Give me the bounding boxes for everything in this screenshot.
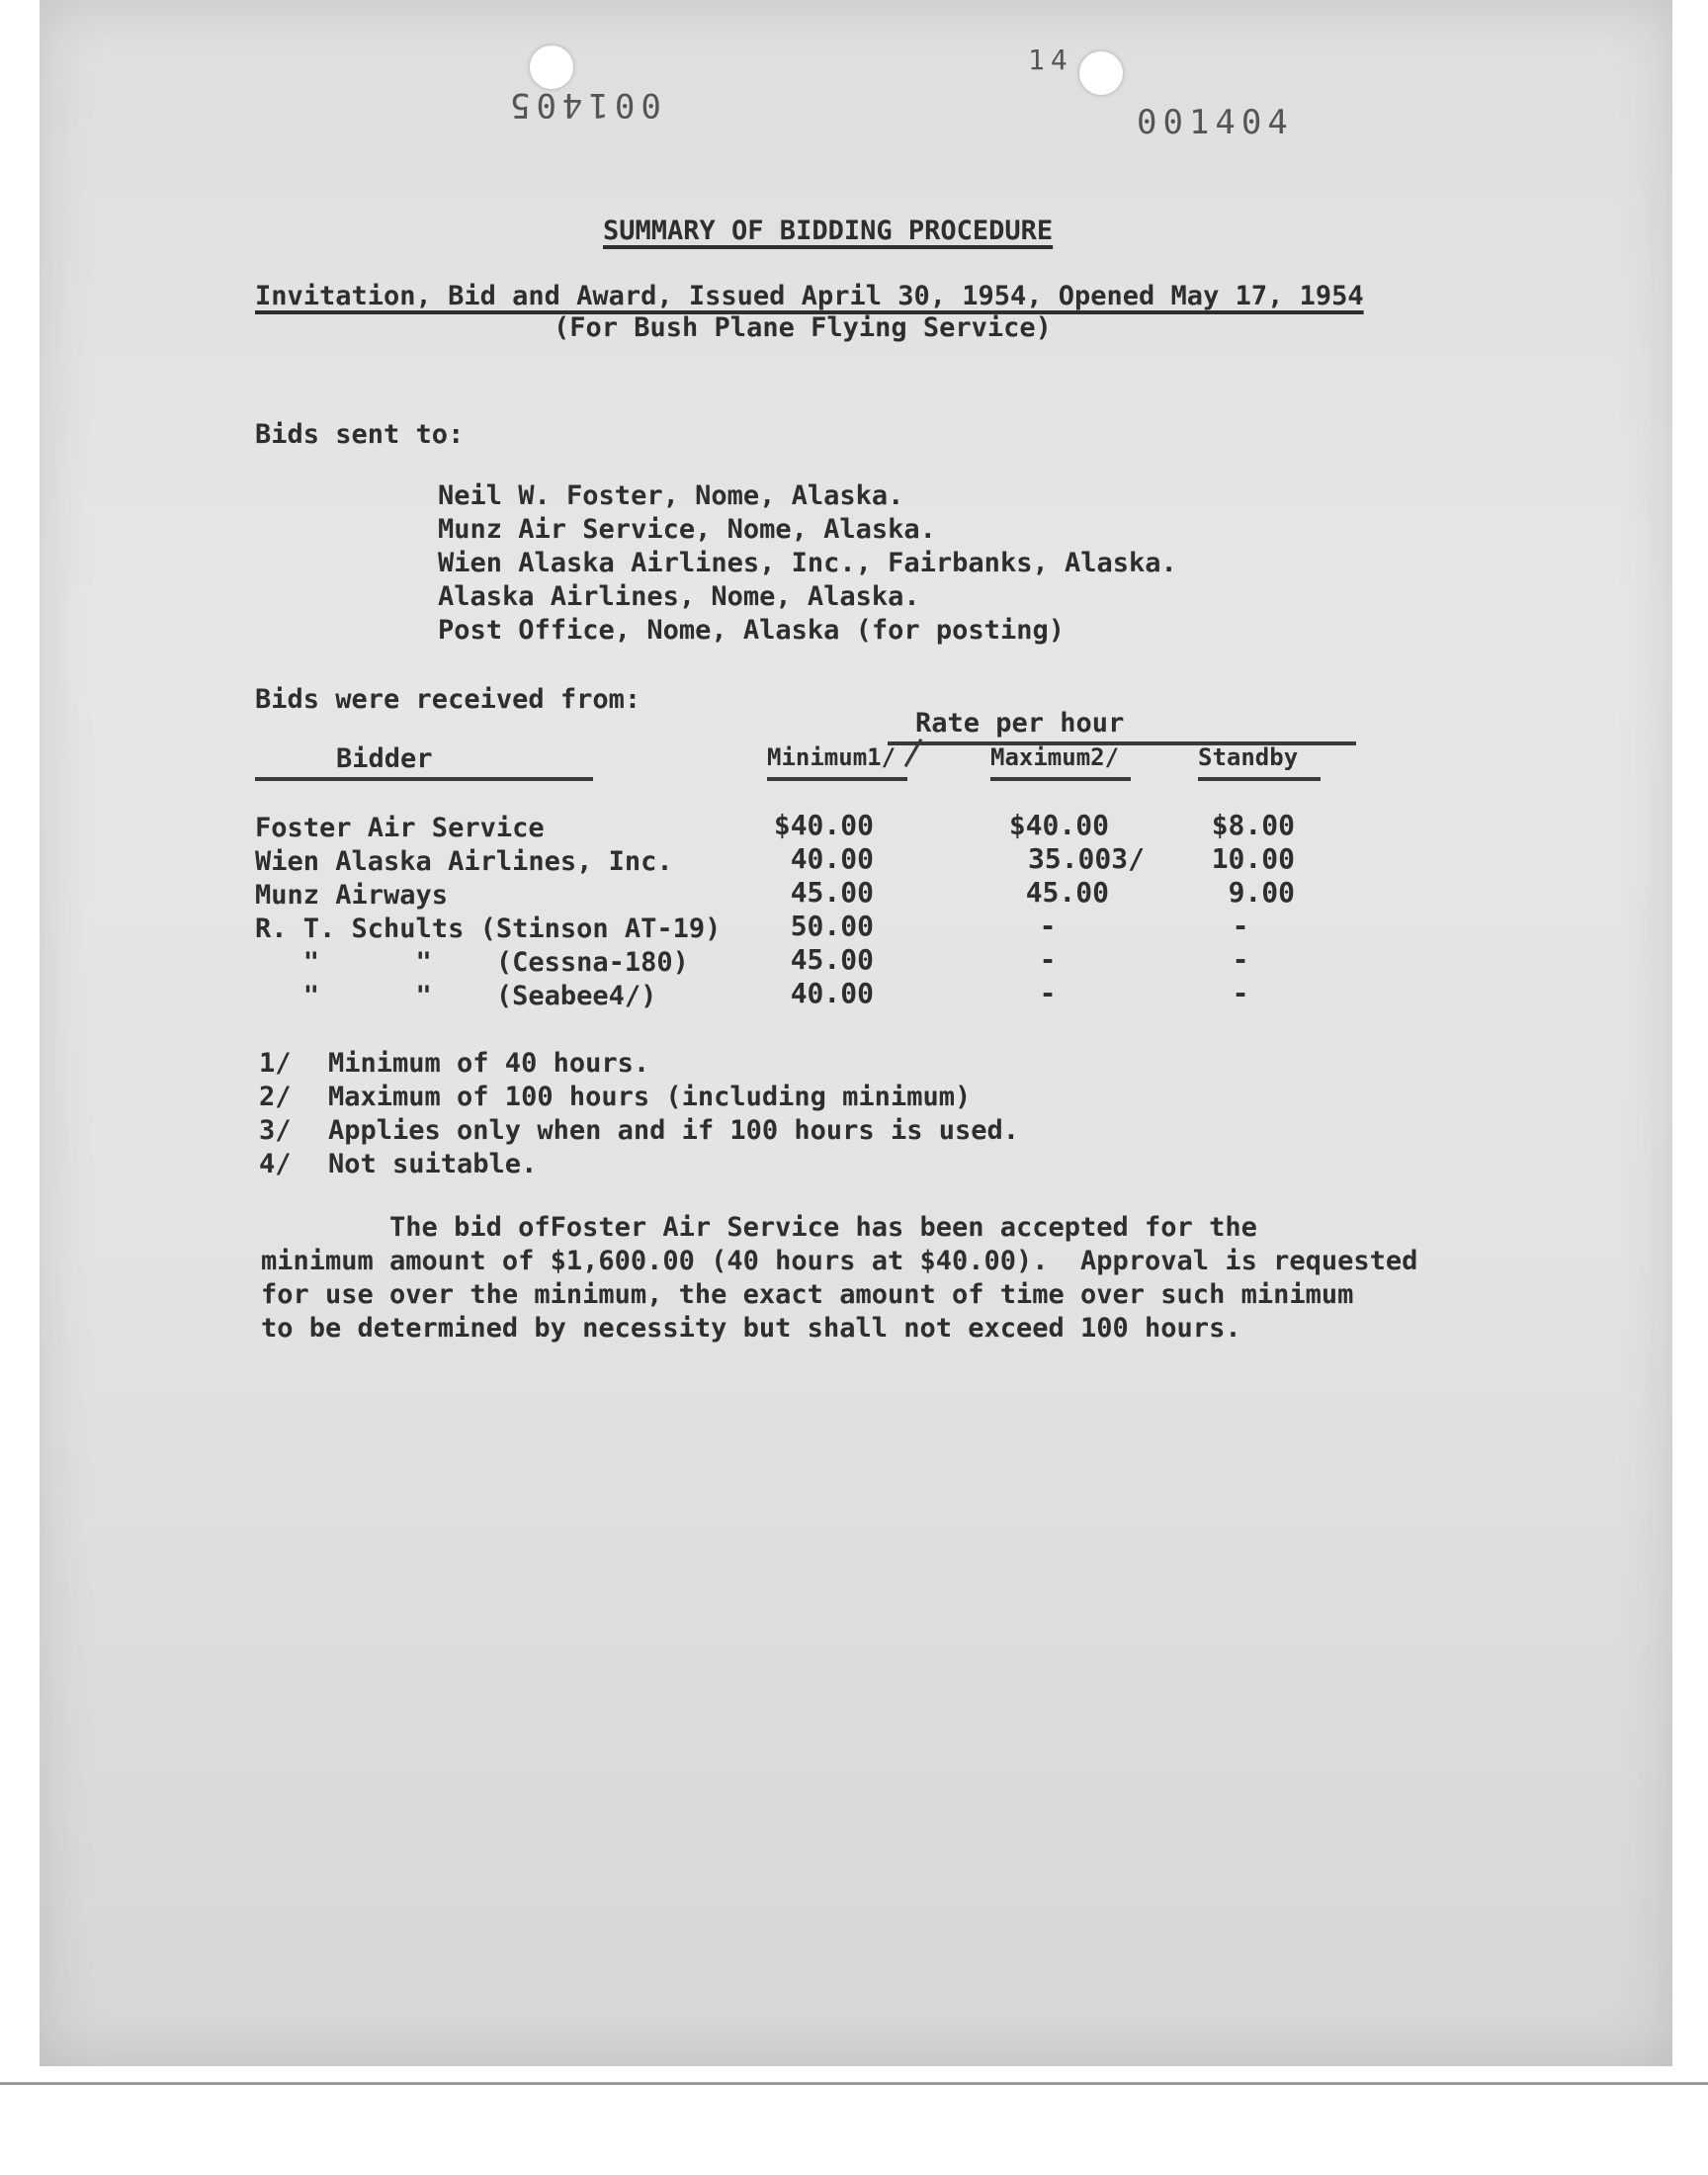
recipient-line: Post Office, Nome, Alaska (for posting): [438, 615, 1065, 646]
punch-hole-right: [1079, 51, 1123, 95]
bids-received-heading: Bids were received from:: [255, 684, 641, 715]
document-subtitle: Invitation, Bid and Award, Issued April 30, 1954, Opened May 17, 1954: [255, 281, 1364, 311]
stamp-number-left: 001405: [504, 85, 661, 125]
recipient-line: Alaska Airlines, Nome, Alaska.: [438, 581, 920, 612]
paragraph-line: The bid ofFoster Air Service has been accepted for the: [261, 1212, 1257, 1243]
bid-row-minimum: $40.00: [773, 809, 874, 841]
footnote-mark: 4/: [259, 1149, 292, 1179]
column-header-standby: Standby: [1198, 743, 1299, 771]
bid-row-bidder: Munz Airways: [255, 880, 449, 911]
rate-per-hour-header: Rate per hour: [915, 708, 1125, 739]
document-subtitle-note: (For Bush Plane Flying Service): [554, 312, 1052, 343]
bid-row-minimum: 45.00: [790, 943, 874, 976]
paragraph-line: to be determined by necessity but shall not exceed 100 hours.: [261, 1313, 1241, 1344]
scan-edge-line: [0, 2082, 1708, 2085]
footnote-text: Not suitable.: [328, 1149, 538, 1179]
footnote-text: Minimum of 40 hours.: [328, 1048, 650, 1079]
footnote-mark: 3/: [259, 1115, 292, 1146]
bid-row-standby: -: [1232, 943, 1249, 976]
bid-row-minimum: 40.00: [790, 977, 874, 1009]
bid-row-standby: -: [1232, 977, 1249, 1009]
bid-row-maximum: 35.003/: [1027, 842, 1145, 875]
bid-row-maximum: $40.00: [1008, 809, 1109, 841]
bid-row-maximum: -: [1039, 910, 1057, 942]
punch-hole-left: [530, 45, 573, 89]
paragraph-line: for use over the minimum, the exact amount of time over such minimum: [261, 1279, 1354, 1310]
recipient-line: Munz Air Service, Nome, Alaska.: [438, 514, 936, 545]
document-title: SUMMARY OF BIDDING PROCEDURE: [603, 216, 1054, 246]
bids-sent-heading: Bids sent to:: [255, 419, 465, 450]
footnote-mark: 2/: [259, 1082, 292, 1112]
bid-row-bidder: Wien Alaska Airlines, Inc.: [255, 846, 673, 877]
recipient-line: Wien Alaska Airlines, Inc., Fairbanks, Alaska.: [438, 548, 1177, 578]
footnote-text: Applies only when and if 100 hours is used.: [328, 1115, 1019, 1146]
recipient-line: Neil W. Foster, Nome, Alaska.: [438, 480, 904, 511]
bid-row-standby: 9.00: [1228, 876, 1295, 909]
bidder-header-rule: [255, 777, 593, 781]
footnote-text: Maximum of 100 hours (including minimum): [328, 1082, 972, 1112]
bid-row-minimum: 40.00: [790, 842, 874, 875]
stamp-number-right: 001404: [1137, 103, 1294, 142]
minimum-header-rule: [767, 777, 907, 781]
maximum-header-rule: [990, 777, 1131, 781]
column-header-minimum: Minimum1/: [767, 743, 897, 771]
bid-row-maximum: 45.00: [1025, 876, 1109, 909]
bid-row-standby: 10.00: [1211, 842, 1295, 875]
bid-row-bidder: " " (Seabee4/): [255, 981, 657, 1011]
stamp-mark-top: 14: [1028, 44, 1073, 76]
bid-row-maximum: -: [1039, 943, 1057, 976]
bid-row-standby: $8.00: [1211, 809, 1295, 841]
column-header-maximum: Maximum2/: [990, 743, 1120, 771]
bid-row-bidder: Foster Air Service: [255, 813, 545, 843]
document-page: [40, 0, 1672, 2066]
bid-row-bidder: R. T. Schults (Stinson AT-19): [255, 914, 722, 944]
bid-row-minimum: 45.00: [790, 876, 874, 909]
bid-row-bidder: " " (Cessna-180): [255, 947, 689, 978]
paragraph-line: minimum amount of $1,600.00 (40 hours at $40.00). Approval is requested: [261, 1246, 1418, 1276]
bid-row-maximum: -: [1039, 977, 1057, 1009]
bid-row-standby: -: [1232, 910, 1249, 942]
footnote-mark: 1/: [259, 1048, 292, 1079]
standby-header-rule: [1198, 777, 1321, 781]
bid-row-minimum: 50.00: [790, 910, 874, 942]
column-header-bidder: Bidder: [336, 743, 433, 774]
